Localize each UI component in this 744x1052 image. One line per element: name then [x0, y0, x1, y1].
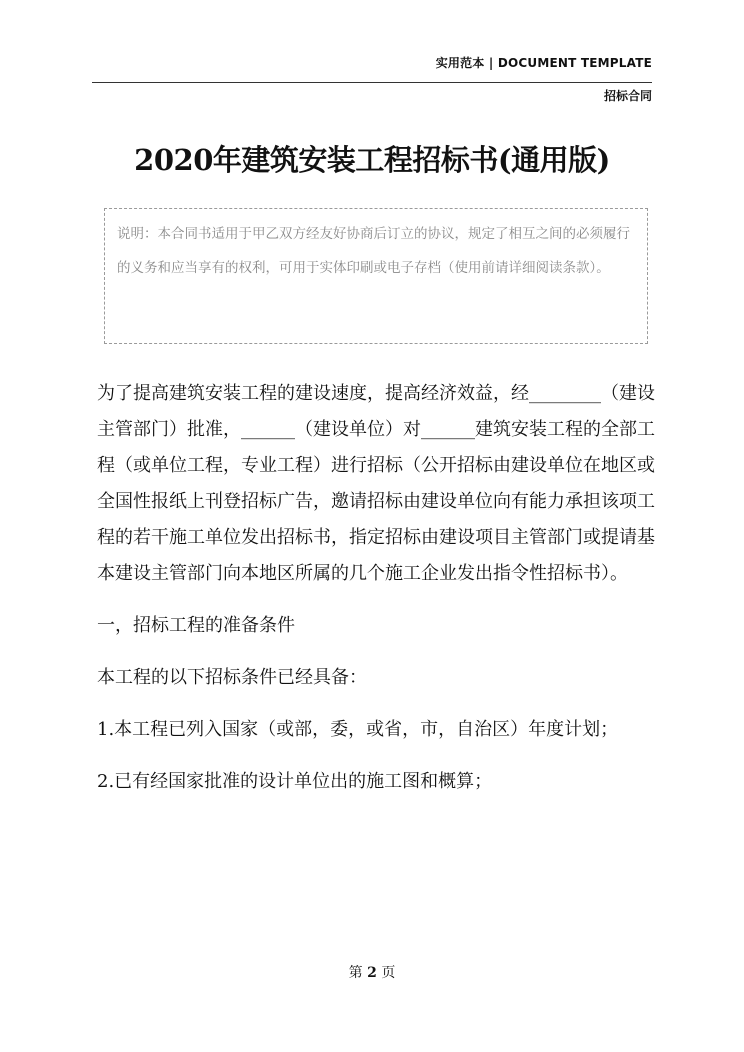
page-suffix: 页: [381, 965, 396, 981]
list-item: 1.本工程已列入国家（或部，委，或省，市，自治区）年度计划；: [97, 719, 619, 740]
page-prefix: 第: [348, 965, 363, 981]
document-body: [97, 376, 657, 816]
header-divider: [92, 82, 652, 83]
header-label: 实用范本 | DOCUMENT TEMPLATE: [435, 56, 652, 70]
usage-note-text: 说明：本合同书适用于甲乙双方经友好协商后订立的协议，规定了相互之间的必须履行的义务和应当享有的权利，可用于实体印刷或电子存档（使用前请详细阅读条款）。: [117, 226, 630, 276]
page-title: 2020年建筑安装工程招标书(通用版): [134, 143, 610, 177]
section-lead: 本工程的以下招标条件已经具备：: [97, 667, 367, 688]
document-type: 招标合同: [603, 89, 652, 103]
section-heading: 一，招标工程的准备条件: [97, 615, 295, 636]
usage-note-box: [104, 208, 648, 344]
page-number-value: 2: [367, 965, 377, 981]
page-number: [0, 962, 744, 982]
intro-paragraph: 为了提高建筑安装工程的建设速度，提高经济效益，经________（建设主管部门）批准，______（建设单位）对______建筑安装工程的全部工程（或单位工程，专业工程）进行招标（公开招标由建设单位在地区或全国性报纸上刊登招标广告，邀请招标由建设单位向有能力承担该项工程的若干施工单位发出招标书，指定招标由建设项目主管部门或提请基本建设主管部门向本地区所属的几个施工企业发出指令性招标书）。: [97, 383, 655, 584]
list-item: 2.已有经国家批准的设计单位出的施工图和概算；: [97, 771, 493, 792]
